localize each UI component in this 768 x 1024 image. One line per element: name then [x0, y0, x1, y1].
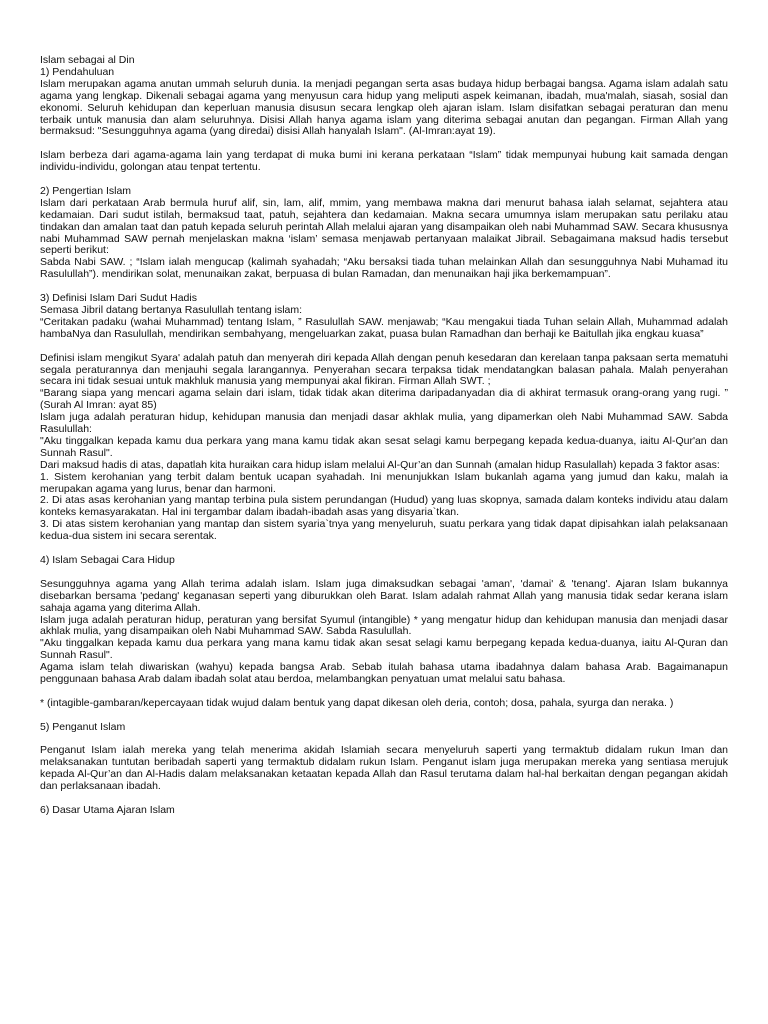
text-line: 4) Islam Sebagai Cara Hidup [40, 553, 175, 566]
paragraph: Sesungguhnya agama yang Allah terima adalah islam. Islam juga dimaksudkan sebagai 'aman', 'damai' & 'tenang'. Ajaran Islam bukannya disebarkan bersama 'pedang' keganasan seperti yang diburukkan oleh Barat. Islam adalah rahmat Allah yang manusia tidak sedar kerana islam sahaja agama yang diterima Allah. [40, 577, 728, 614]
paragraph: Islam juga adalah peraturan hidup, kehidupan manusia dan menjadi dasar akhlak mulia, yang dipamerkan oleh Nabi Muhammad SAW. Sabda Rasulullah: [40, 411, 728, 436]
blank-line [40, 341, 728, 353]
paragraph: Sabda Nabi SAW. ; “Islam ialah mengucap (kalimah syahadah; “Aku bersaksi tiada tuhan melainkan Allah dan sesungguhnya Nabi Muhamad itu Rasulullah”). mendirikan solat, menunaikan zakat, berpuasa di bulan Ramadan, dan menunaikan haji jika berkemampuan”. [40, 256, 728, 281]
paragraph: “Barang siapa yang mencari agama selain dari islam, tidak tidak akan diterima daripadanyadan dia di akhirat termasuk orang-orang yang rugi. ” (Surah Al Imran: ayat 85) [40, 387, 728, 412]
paragraph: Islam juga adalah peraturan hidup, peraturan yang bersifat Syumul (intangible) * yang mengatur hidup dan kehidupan manusia dan menjadi dasar akhlak mulia, yang disampaikan oleh Nabi Muhammad SAW. Sabda Rasulullah. [40, 613, 728, 638]
paragraph: 3. Di atas sistem kerohanian yang mantap dan sistem syaria`tnya yang menyeluruh, suatu perkara yang tidak dapat dipisahkan ialah pelaksanaan kedua-dua sistem ini secara serentak. [40, 518, 728, 543]
text-line: Semasa Jibril datang bertanya Rasulullah tentang islam: [40, 303, 303, 316]
blank-line [40, 174, 728, 186]
paragraph: “Ceritakan padaku (wahai Muhammad) tentang Islam, ” Rasulullah SAW. menjawab; “Kau mengakui tiada Tuhan selain Allah, Muhammad adalah hambaNya dan Rasulullah, mendirikan sembahyang, mengeluarkan zakat, puasa bulan Ramadhan dan berhaji ke Baitullah jika engkau kuasa” [40, 315, 728, 340]
text-line: 2) Pengertian Islam [40, 184, 132, 197]
text-line: 6) Dasar Utama Ajaran Islam [40, 803, 175, 816]
paragraph: Definisi islam mengikut Syara' adalah patuh dan menyerah diri kepada Allah dengan penuh kesedaran dan kerelaan tanpa paksaan serta mematuhi segala peraturannya dan menjauhi segala larangannya. Penyerahan secara terpaksa tidak mendatangkan balasan pahala. Malah penyerahan secara ini tidak sesuai untuk makhluk manusia yang mempunyai akal fikiran. Firman Allah SWT. ; [40, 351, 728, 388]
paragraph: 2. Di atas asas kerohanian yang mantap terbina pula sistem perundangan (Hudud) yang luas skopnya, samada dalam konteks individu atau dalam konteks kemasyarakatan. Hal ini tergambar dalam ibadah-ibadah asas yang disyaria`tkan. [40, 494, 728, 519]
paragraph: "Aku tinggalkan kepada kamu dua perkara yang mana kamu tidak akan sesat selagi kamu berpegang kepada kedua-duanya, iaitu Al-Quran dan Sunnah Rasul". [40, 637, 728, 662]
paragraph: Penganut Islam ialah mereka yang telah menerima akidah Islamiah secara menyeluruh saperti yang termaktub didalam rukun Iman dan melaksanakan tuntutan beribadah saperti yang termaktub didalam rukun Islam. Penganut islam juga merupakan mereka yang sentiasa merujuk kepada Al-Qur’an dan Al-Hadis dalam melaksanakan ketaatan kepada Allah dan Rasul terutama dalam hal-hal berkaitan dengan pegangan akidah dan perlaksanaan ibadah. [40, 744, 728, 793]
paragraph: Islam merupakan agama anutan ummah seluruh dunia. Ia menjadi pegangan serta asas budaya hidup berbagai bangsa. Agama islam adalah satu agama yang lengkap. Dikenali sebagai agama yang menyusun cara hidup yang meliputi aspek keimanan, ibadah, mua'malah, siasah, sosial dan ekonomi. Seluruh kehidupan dan keperluan manusia disusun secara lengkap oleh ajaran islam. Islam disifatkan sebagai peraturan dan menu terbaik untuk manusia dan alam seluruhnya. Disisi Allah hanya agama islam yang diterima sebagai anutan dan pegangan. Firman Allah yang bermaksud: "Sesungguhnya agama (yang diredai) disisi Allah hanyalah Islam". (Al-Imran:ayat 19). [40, 77, 728, 138]
blank-line [40, 567, 728, 579]
text-line: Islam sebagai al Din [40, 54, 135, 66]
paragraph: Agama islam telah diwariskan (wahyu) kepada bangsa Arab. Sebab itulah bahasa utama ibadahnya dalam bahasa Arab. Bagaimanapun penggunaan bahasa Arab dalam ibadah solat atau berdoa, melambangkan penyatuan umat melalui satu bahasa. [40, 661, 728, 686]
paragraph: Islam berbeza dari agama-agama lain yang terdapat di muka bumi ini kerana perkataan “Islam” tidak mempunyai hubung kait samada dengan individu-individu, golongan atau tenpat tertentu. [40, 149, 728, 174]
text-line: 5) Penganut Islam [40, 720, 126, 733]
text-line: 1) Pendahuluan [40, 65, 115, 78]
text-line: 3) Definisi Islam Dari Sudut Hadis [40, 292, 197, 305]
paragraph: Islam dari perkataan Arab bermula huruf alif, sin, lam, alif, mmim, yang membawa makna dari menurut bahasa ialah selamat, sejahtera atau kedamaian. Dari sudut istilah, bermaksud taat, patuh, sejahtera dan kedamaian. Makna secara umumnya islam merupakan satu perilaku atau tindakan dan amalan taat dan patuh kepada seluruh perintah Allah melalui ajaran yang disampaikan oleh nabi Muhammad SAW. Secara khususnya nabi Muhammad SAW pernah menjelaskan makna ‘islam’ semasa menjawab pertanyaan malaikat Jibrail. Sebagaimana maksud hadis tersebut seperti berikut: [40, 196, 728, 257]
blank-line [40, 710, 728, 722]
paragraph: Dari maksud hadis di atas, dapatlah kita huraikan cara hidup islam melalui Al-Qur’an dan Sunnah (amalan hidup Rasulallah) kepada 3 faktor asas: [40, 458, 720, 471]
paragraph: * (intagible-gambaran/kepercayaan tidak wujud dalam bentuk yang dapat dikesan oleh deria, contoh; dosa, pahala, syurga dan neraka. ) [40, 696, 674, 709]
paragraph: "Aku tinggalkan kepada kamu dua perkara yang mana kamu tidak akan sesat selagi kamu berpegang kepada kedua-duanya, iaitu Al-Qur'an dan Sunnah Rasul". [40, 434, 728, 459]
paragraph: 1. Sistem kerohanian yang terbit dalam bentuk ucapan syahadah. Ini menunjukkan Islam bukanlah agama yang jumud dan kaku, malah ia merupakan agama yang lurus, benar dan harmoni. [40, 470, 728, 495]
